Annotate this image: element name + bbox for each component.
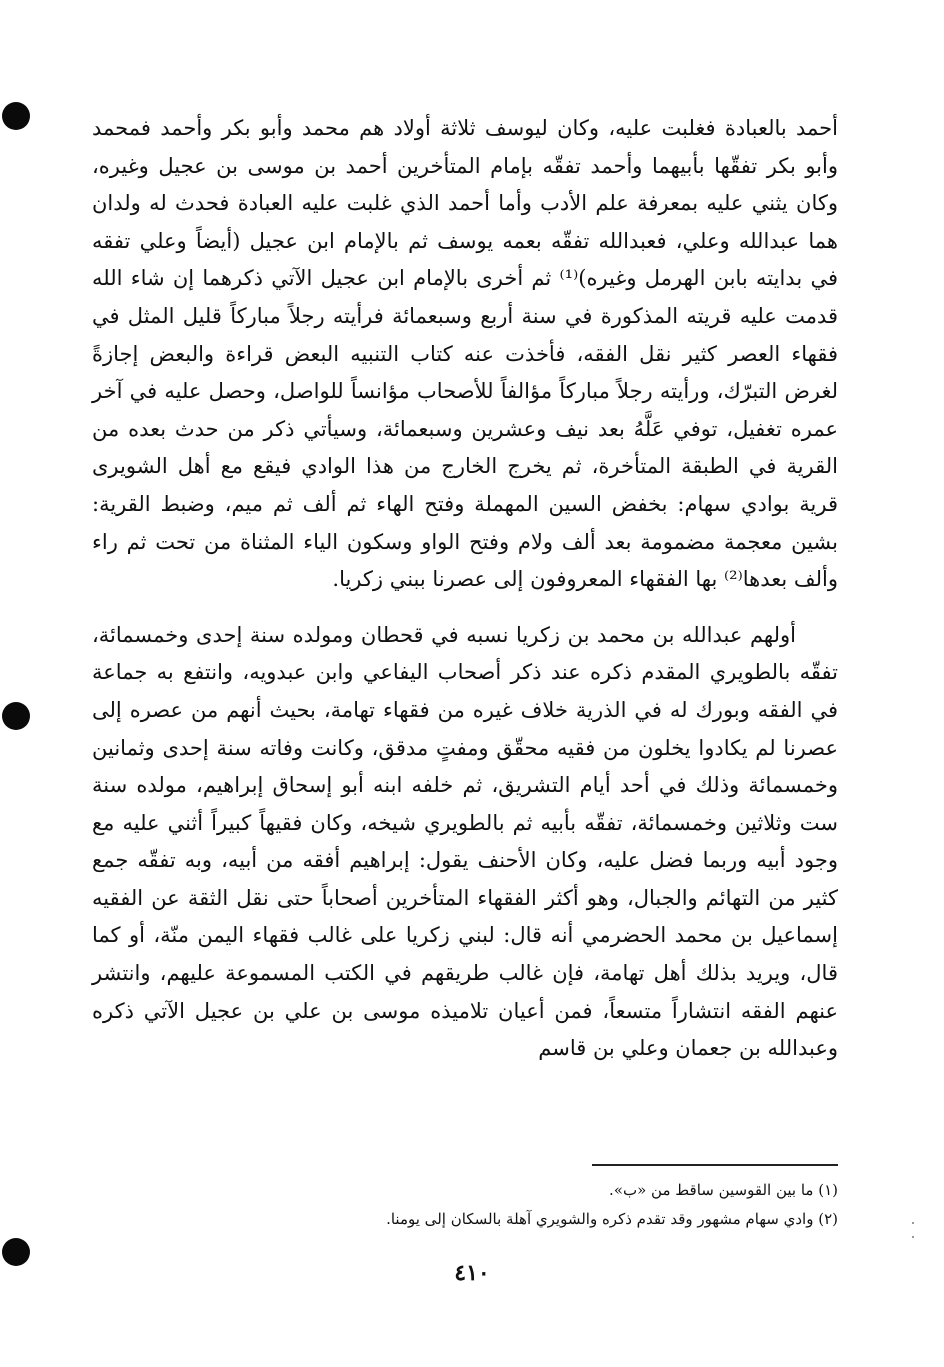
main-text-block — [92, 110, 838, 1068]
paragraph: أحمد بالعبادة فغلبت عليه، وكان ليوسف ثلاثة أولاد هم محمد وأبو بكر وأحمد فمحمد وأبو بكر تفقّها بأبيهما وأحمد تفقّه بإمام المتأخرين أحمد بن موسى بن عجيل وغيره، وكان يثني عليه بمعرفة علم الأدب وأما أحمد الذي غلبت عليه العبادة فحدث له ولدان هما عبدالله وعلي، فعبدالله تفقّه بعمه يوسف ثم بالإمام ابن عجيل (أيضاً وعلي تفقه في بدايته بابن الهرمل وغيره)⁽¹⁾ ثم أخرى بالإمام ابن عجيل الآتي ذكرهما إن شاء الله قدمت عليه قريته المذكورة في سنة أربع وسبعمائة فرأيته رجلاً مباركاً قليل المثل في فقهاء العصر كثير نقل الفقه، فأخذت عنه كتاب التنبيه البعض قراءة والبعض إجازةً لغرض التبرّك، ورأيته رجلاً مباركاً مؤالفاً للأصحاب مؤانساً للواصل، وحصل عليه في آخر عمره تغفيل، توفي عَلَّهُ بعد نيف وعشرين وسبعمائة، وسيأتي ذكر من حدث بعده من القرية في الطبقة المتأخرة، ثم يخرج الخارج من هذا الوادي فيقع مع أهل الشويرى قرية بوادي سهام: بخفض السين المهملة وفتح الهاء ثم ألف ثم ميم، وضبط القرية: بشين معجمة مضمومة بعد ألف ولام وفتح الواو وسكون الياء المثناة من تحت ثم راء وألف بعدها⁽²⁾ بها الفقهاء المعروفون إلى عصرنا ببني زكريا. — [92, 116, 838, 592]
footnote: (١) ما بين القوسين ساقط من «ب». — [609, 1181, 838, 1199]
page-number: ٤١٠ — [454, 1260, 490, 1286]
footnotes — [300, 1176, 838, 1234]
punch-hole-mark — [2, 102, 30, 130]
punch-hole-mark — [2, 1238, 30, 1266]
scan-speck — [912, 1236, 914, 1238]
punch-hole-mark — [2, 702, 30, 730]
footnote: (٢) وادي سهام مشهور وقد تقدم ذكره والشويري آهلة بالسكان إلى يومنا. — [386, 1210, 838, 1228]
scan-speck — [912, 1222, 914, 1224]
footnote-separator — [592, 1164, 838, 1166]
paragraph: أولهم عبدالله بن محمد بن زكريا نسبه في قحطان ومولده سنة إحدى وخمسمائة، تفقّه بالطويري المقدم ذكره عند ذكر أصحاب اليفاعي وابن عبدويه، وانتفع به جماعة في الفقه وبورك له في الذرية خلاف غيره من فقهاء تهامة، بحيث أنهم من عصره إلى عصرنا لم يكادوا يخلون من فقيه محقّق ومفتٍ مدقق، وكانت وفاته سنة إحدى وثمانين وخمسمائة وذلك في أحد أيام التشريق، ثم خلفه ابنه أبو إسحاق إبراهيم، مولده سنة ست وثلاثين وخمسمائة، تفقّه بأبيه ثم بالطويري شيخه، وكان فقيهاً كبيراً أثني عليه مع وجود أبيه وربما فضل عليه، وكان الأحنف يقول: إبراهيم أفقه من أبيه، وبه تفقّه جمع كثير من التهائم والجبال، وهو أكثر الفقهاء المتأخرين أصحاباً حتى نقل الثقة عن الفقيه إسماعيل بن محمد الحضرمي أنه قال: لبني زكريا على غالب فقهاء اليمن منّة، أو كما قال، ويريد بذلك أهل تهامة، فإن غالب طريقهم في الكتب المسموعة عليهم، وانتشر عنهم الفقه انتشاراً متسعاً، فمن أعيان تلاميذه موسى بن علي بن عجيل الآتي ذكره وعبدالله بن جعمان وعلي بن قاسم — [92, 622, 838, 1061]
